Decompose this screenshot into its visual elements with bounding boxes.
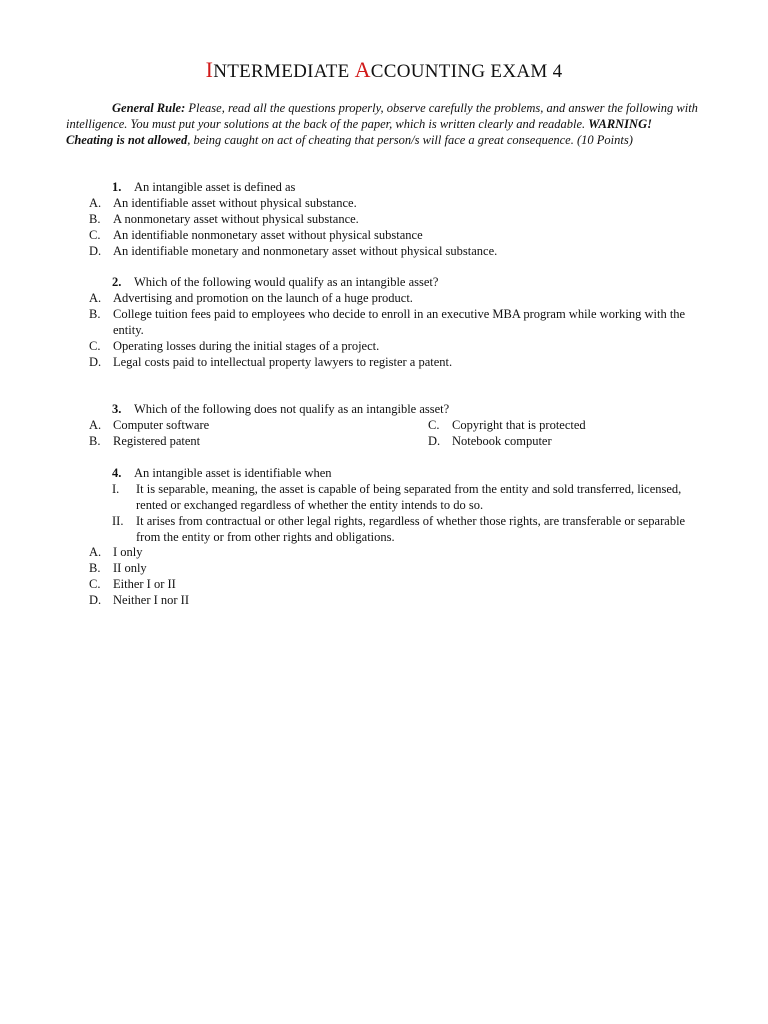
question-4-statement-i xyxy=(112,481,702,513)
question-1-option-b xyxy=(89,211,701,227)
question-3 xyxy=(112,401,449,417)
option-letter: C. xyxy=(89,577,101,591)
option-letter: A. xyxy=(89,196,102,210)
question-number: 1. xyxy=(112,180,122,194)
question-4-option-d xyxy=(89,592,701,608)
question-3-option-b xyxy=(89,433,409,449)
option-text: Registered patent xyxy=(113,434,201,448)
statement-numeral: I. xyxy=(112,482,120,496)
option-text: I only xyxy=(113,545,143,559)
option-text: Neither I nor II xyxy=(113,593,190,607)
option-text: Notebook computer xyxy=(452,434,552,448)
option-text: An identifiable monetary and nonmonetary asset without physical substance. xyxy=(113,244,498,258)
question-2-option-d xyxy=(89,354,701,370)
question-4-statement-ii xyxy=(112,513,702,545)
option-letter: A. xyxy=(89,291,102,305)
question-3-option-d xyxy=(428,433,708,449)
warning-text: WARNING! Cheating is not allowed xyxy=(66,117,652,147)
general-rule xyxy=(66,100,702,148)
question-1-option-a xyxy=(89,195,701,211)
statement-text: It arises from contractual or other legal rights, regardless of whether those rights, are transferable or separable from the entity or from other rights and obligations. xyxy=(136,514,686,544)
option-text: Operating losses during the initial stages of a project. xyxy=(113,339,380,353)
option-text: Either I or II xyxy=(113,577,176,591)
option-letter: D. xyxy=(89,244,102,258)
option-letter: B. xyxy=(89,307,101,321)
option-text: A nonmonetary asset without physical substance. xyxy=(113,212,359,226)
question-4-option-c xyxy=(89,576,701,592)
question-1-option-d xyxy=(89,243,701,259)
option-text: An identifiable asset without physical substance. xyxy=(113,196,357,210)
question-text: An intangible asset is defined as xyxy=(134,180,296,194)
question-1-option-c xyxy=(89,227,701,243)
question-4-option-b xyxy=(89,560,701,576)
title-part-1: NTERMEDIATE xyxy=(213,61,350,82)
option-text: II only xyxy=(113,561,147,575)
option-letter: B. xyxy=(89,212,101,226)
option-text: An identifiable nonmonetary asset without physical substance xyxy=(113,228,423,242)
option-letter: C. xyxy=(428,418,440,432)
question-2-option-c xyxy=(89,338,701,354)
general-rule-text-1: Please, read all the questions properly, observe carefully the problems, and answer the following with intelligence. You must put your solutions at the back of the paper, which is written clearly and readable. xyxy=(66,101,698,131)
question-4-option-a xyxy=(89,544,701,560)
option-text: College tuition fees paid to employees who decide to enroll in an executive MBA program while working with the entity. xyxy=(113,307,686,337)
option-letter: B. xyxy=(89,561,101,575)
question-number: 4. xyxy=(112,466,122,480)
question-2 xyxy=(112,274,438,290)
question-text: Which of the following would qualify as an intangible asset? xyxy=(134,275,439,289)
option-letter: D. xyxy=(89,355,102,369)
question-text: Which of the following does not qualify as an intangible asset? xyxy=(134,402,450,416)
title-initial-a: A xyxy=(354,57,371,82)
option-letter: B. xyxy=(89,434,101,448)
title-part-2: CCOUNTING EXAM 4 xyxy=(370,61,563,82)
general-rule-text-2: , being caught on act of cheating that person/s will face a great consequence. (10 Points) xyxy=(187,133,633,147)
statement-numeral: II. xyxy=(112,514,124,528)
question-3-option-c xyxy=(428,417,708,433)
option-letter: D. xyxy=(89,593,102,607)
option-text: Copyright that is protected xyxy=(452,418,586,432)
question-2-option-a xyxy=(89,290,701,306)
question-number: 3. xyxy=(112,402,122,416)
option-letter: A. xyxy=(89,418,102,432)
option-letter: C. xyxy=(89,228,101,242)
question-3-option-a xyxy=(89,417,409,433)
option-text: Advertising and promotion on the launch of a huge product. xyxy=(113,291,413,305)
option-text: Computer software xyxy=(113,418,210,432)
option-letter: A. xyxy=(89,545,102,559)
page-title xyxy=(0,58,768,84)
option-text: Legal costs paid to intellectual property lawyers to register a patent. xyxy=(113,355,453,369)
title-initial-i: I xyxy=(205,57,214,82)
question-number: 2. xyxy=(112,275,122,289)
option-letter: D. xyxy=(428,434,441,448)
question-1 xyxy=(112,179,295,195)
question-4 xyxy=(112,465,332,481)
question-2-option-b xyxy=(89,306,701,338)
option-letter: C. xyxy=(89,339,101,353)
statement-text: It is separable, meaning, the asset is capable of being separated from the entity and sold transferred, licensed, rented or exchanged regardless of whether the entity intends to do so. xyxy=(136,482,682,512)
question-text: An intangible asset is identifiable when xyxy=(134,466,332,480)
general-rule-label: General Rule: xyxy=(112,101,186,115)
